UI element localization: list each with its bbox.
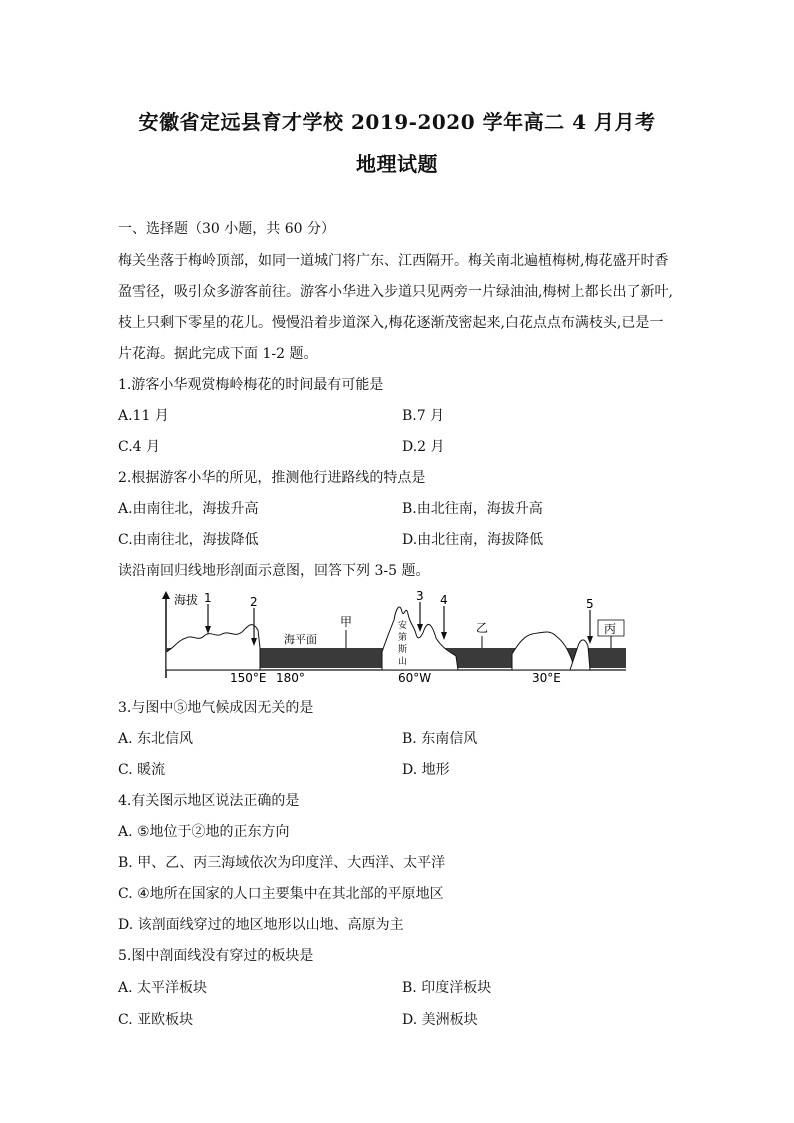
q4-option-b[interactable]: B. 甲、乙、丙三海域依次为印度洋、大西洋、太平洋: [118, 855, 446, 871]
q5-option-a[interactable]: A. 太平洋板块: [118, 980, 208, 996]
q2-option-a[interactable]: A.由南往北，海拔升高: [118, 501, 259, 517]
q3-option-c[interactable]: C. 暖流: [118, 762, 166, 778]
q5-option-c[interactable]: C. 亚欧板块: [118, 1012, 194, 1028]
q5-option-b[interactable]: B. 印度洋板块: [402, 980, 492, 996]
q3-option-a[interactable]: A. 东北信风: [118, 731, 194, 747]
q1-option-d[interactable]: D.2 月: [402, 439, 445, 455]
q4-option-d[interactable]: D. 该剖面线穿过的地区地形以山地、高原为主: [118, 917, 404, 933]
q1-stem: 1.游客小华观赏梅岭梅花的时间最有可能是: [118, 377, 384, 393]
y-axis-label: 海拔: [174, 593, 199, 607]
terrain-profile-figure: [160, 590, 630, 682]
point-4-arrowhead-icon: [441, 632, 447, 640]
x-tick-150e: 150°E: [230, 671, 267, 682]
q5-stem: 5.图中剖面线没有穿过的板块是: [118, 948, 314, 964]
point-5-label: 5: [586, 597, 594, 611]
passage1-line-3: 枝上只剩下零星的花儿。慢慢沿着步道深入,梅花逐渐茂密起来,白花点点布满枝头,已是一: [118, 315, 664, 331]
exam-title: 安徽省定远县育才学校 2019-2020 学年高二 4 月月考: [138, 110, 656, 134]
passage1-line-4: 片花海。据此完成下面 1-2 题。: [118, 346, 318, 362]
x-tick-30e: 30°E: [532, 671, 561, 682]
africa-landmass: [512, 632, 574, 670]
point-3-label: 3: [416, 590, 424, 603]
point-3-arrowhead-icon: [417, 624, 423, 632]
point-2-label: 2: [250, 595, 258, 609]
q4-stem: 4.有关图示地区说法正确的是: [118, 793, 300, 809]
point-1-label: 1: [204, 591, 212, 605]
andes-char-4: 山: [398, 657, 408, 667]
sea-level-label: 海平面: [284, 633, 317, 646]
australia-landmass: [166, 625, 260, 670]
q3-option-d[interactable]: D. 地形: [402, 762, 450, 778]
passage2-intro: 读沿南回归线地形剖面示意图，回答下列 3-5 题。: [118, 563, 430, 579]
passage1-line-2: 盈雪径，吸引众多游客前往。游客小华进入步道只见两旁一片绿油油,梅树上都长出了新叶,: [118, 284, 673, 300]
q2-option-d[interactable]: D.由北往南，海拔降低: [402, 532, 544, 548]
q5-option-d[interactable]: D. 美洲板块: [402, 1012, 478, 1028]
andes-char-2: 第: [398, 633, 408, 643]
x-tick-180: 180°: [276, 671, 305, 682]
q4-option-c[interactable]: C. ④地所在国家的人口主要集中在其北部的平原地区: [118, 886, 444, 902]
x-tick-60w: 60°W: [398, 671, 432, 682]
point-4-label: 4: [440, 593, 448, 607]
ocean-yi-label: 乙: [476, 621, 489, 635]
section-heading: 一、选择题（30 小题，共 60 分）: [118, 221, 335, 237]
exam-subtitle: 地理试题: [356, 152, 438, 176]
q1-option-b[interactable]: B.7 月: [402, 408, 445, 424]
andes-char-1: 安: [398, 621, 408, 631]
andes-char-3: 斯: [398, 645, 408, 655]
q2-stem: 2.根据游客小华的所见，推测他行进路线的特点是: [118, 470, 426, 486]
q1-option-a[interactable]: A.11 月: [118, 408, 169, 424]
passage1-line-1: 梅关坐落于梅岭顶部，如同一道城门将广东、江西隔开。梅关南北遍植梅树,梅花盛开时香: [118, 253, 669, 269]
point-5-arrowhead-icon: [587, 636, 593, 644]
ocean-bing-label: 丙: [604, 622, 617, 636]
q2-option-b[interactable]: B.由北往南，海拔升高: [402, 501, 543, 517]
y-axis-arrow-icon: [162, 591, 170, 599]
point-1-arrowhead-icon: [205, 626, 211, 634]
q4-option-a[interactable]: A. ⑤地位于②地的正东方向: [118, 824, 290, 840]
q2-option-c[interactable]: C.由南往北，海拔降低: [118, 532, 259, 548]
q3-option-b[interactable]: B. 东南信风: [402, 731, 478, 747]
q3-stem: 3.与图中⑤地气候成因无关的是: [118, 700, 314, 716]
ocean-jia-label: 甲: [340, 615, 353, 629]
q1-option-c[interactable]: C.4 月: [118, 439, 161, 455]
